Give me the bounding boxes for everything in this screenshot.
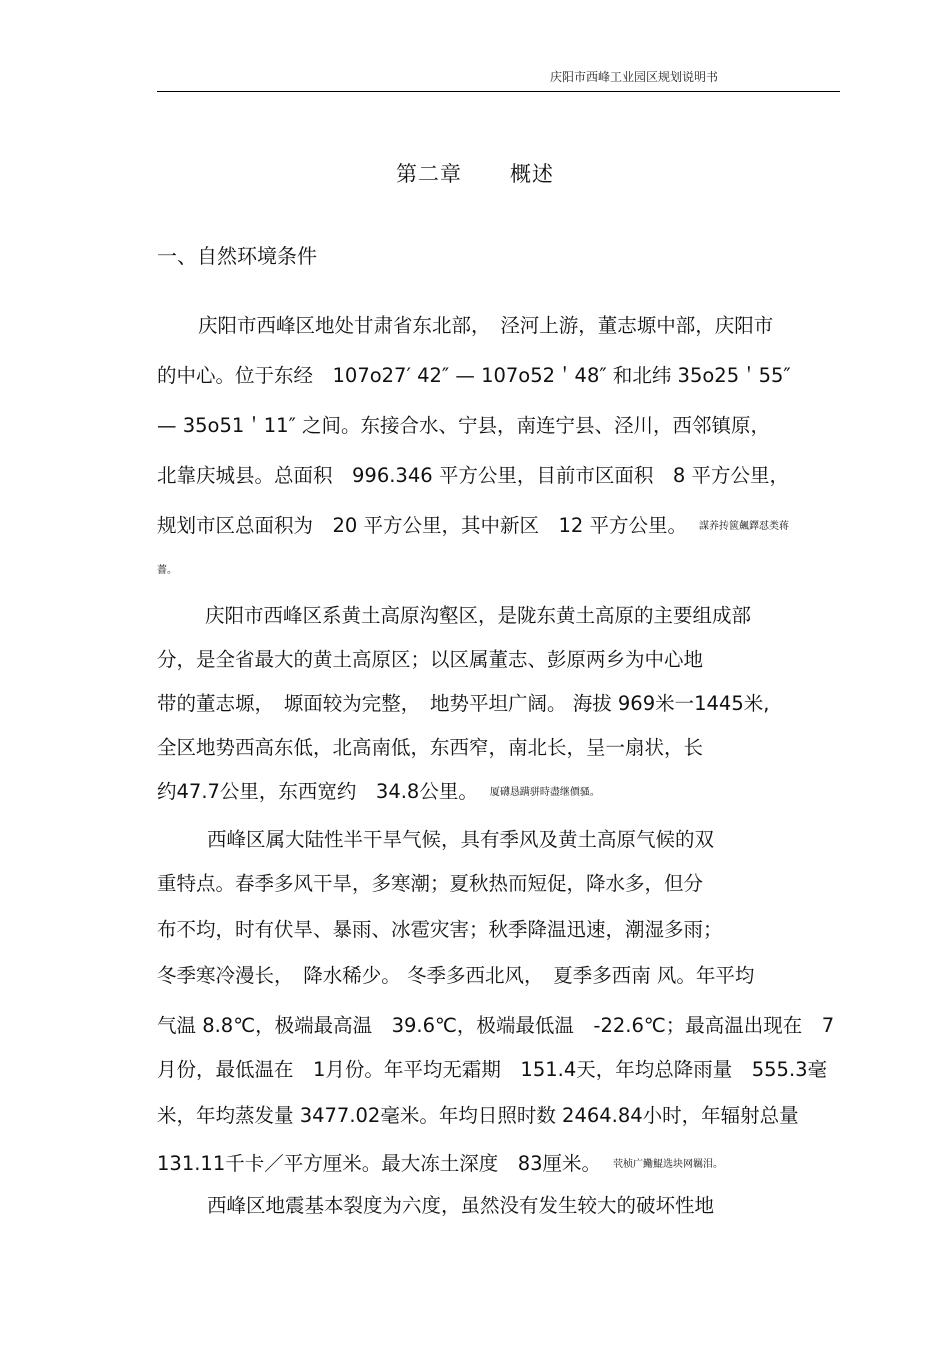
text-line-content: 规划市区总面积为 20 平方公里，其中新区 12 平方公里。 [157,514,688,537]
header-rule [157,91,840,92]
running-header: 庆阳市西峰工业园区规划说明书 [549,70,718,84]
text-line: — 35o51＇11″ 之间。东接合水、宁县，南连宁县、泾川，西邻镇原， [157,414,771,437]
text-line: 布不均，时有伏旱、暴雨、冰雹灾害；秋季降温迅速，潮湿多雨； [157,918,723,941]
footnote-text: 謀养抟篋飆鐸怼类蒋 [699,520,790,532]
text-line: 全区地势西高东低，北高南低，东西窄，南北长，呈一扇状，长 [157,736,704,759]
chapter-name: 概述 [510,162,554,186]
section-heading: 一、自然环境条件 [157,244,317,268]
text-line: 重特点。春季多风干旱，多寒潮；夏秋热而短促，降水多，但分 [157,872,704,895]
text-line: 月份，最低温在 1月份。年平均无霜期 151.4天，年均总降雨量 555.3毫 [157,1058,828,1081]
text-line [157,782,600,802]
text-line: 庆阳市西峰区系黄土高原沟壑区，是陇东黄土高原的主要组成部 [205,604,752,627]
chapter-title [0,158,950,188]
chapter-number: 第二章 [396,162,462,186]
text-line [157,1154,723,1174]
text-line-content: 约47.7公里，东西宽约 34.8公里。 [157,780,478,803]
text-line: 气温 8.8℃，极端最高温 39.6℃，极端最低温 -22.6℃；最高温出现在 7 [157,1014,835,1037]
text-line: 西峰区地震基本裂度为六度，虽然没有发生较大的破坏性地 [207,1194,715,1217]
footnote-text: 薔。 [157,565,177,576]
text-line: 米，年均蒸发量 3477.02毫米。年均日照时数 2464.84小时，年辐射总量 [157,1104,799,1127]
text-line: 冬季寒冷漫长， 降水稀少。 冬季多西北风， 夏季多西南 风。年平均 [157,964,755,987]
text-line: 的中心。位于东经 107o27′ 42″ — 107o52＇48″ 和北纬 35o25＇55″ [157,364,791,387]
text-line [157,516,789,536]
footnote-text: 茕桢广鰳鯤选块网羈泪。 [613,1158,724,1170]
footnote-text: 厦礴恳蹒骈時盡继價骚。 [489,786,600,798]
text-line-content: 131.11千卡／平方厘米。最大冻土深度 83厘米。 [157,1152,602,1175]
text-line: 分，是全省最大的黄土高原区；以区属董志、彭原两乡为中心地 [157,648,704,671]
text-line: 带的董志塬， 塬面较为完整， 地势平坦广阔。 海拔 969米一1445米, [157,692,770,715]
text-line: 西峰区属大陆性半干旱气候，具有季风及黄土高原气候的双 [207,828,715,851]
text-line: 庆阳市西峰区地处甘肃省东北部， 泾河上游，董志塬中部，庆阳市 [198,314,774,337]
text-line: 北靠庆城县。总面积 996.346 平方公里，目前市区面积 8 平方公里， [157,464,789,487]
